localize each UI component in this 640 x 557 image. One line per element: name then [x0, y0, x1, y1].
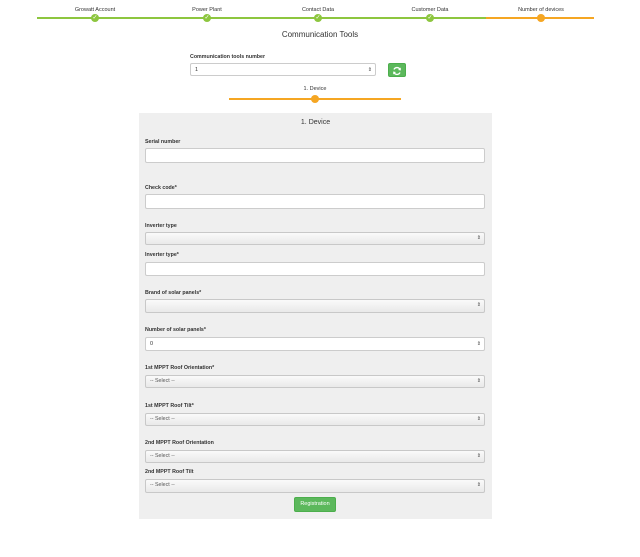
mppt1-tilt-select[interactable] — [145, 413, 485, 426]
mppt1-orientation-label: 1st MPPT Roof Orientation* — [145, 365, 215, 371]
wizard-step-5-current[interactable] — [537, 14, 545, 22]
num-panels-value: 0 — [150, 341, 154, 347]
mppt2-tilt-select[interactable] — [145, 479, 485, 493]
serial-number-label: Serial number — [145, 139, 181, 145]
comm-tools-label: Communication tools number — [190, 54, 266, 60]
mppt1-tilt-value: -- Select -- — [150, 416, 175, 422]
wizard-step-1[interactable] — [91, 14, 99, 22]
inverter-type-input[interactable] — [145, 262, 485, 276]
wizard-step-label: Growatt Account — [74, 7, 116, 13]
mppt2-orientation-select[interactable] — [145, 450, 485, 463]
stepper-icon[interactable]: ⇕ — [367, 67, 372, 73]
num-panels-input[interactable] — [145, 337, 485, 351]
comm-tools-number-input[interactable] — [190, 63, 376, 76]
mppt1-orientation-select[interactable] — [145, 375, 485, 388]
wizard-step-2[interactable] — [203, 14, 211, 22]
brand-select[interactable] — [145, 299, 485, 313]
device-form-title: 1. Device — [300, 119, 331, 126]
select-arrow-icon: ⇕ — [476, 453, 481, 459]
refresh-button[interactable] — [388, 63, 406, 77]
mppt2-orientation-value: -- Select -- — [150, 453, 175, 459]
wizard-line-done — [37, 17, 486, 19]
mppt2-tilt-value: -- Select -- — [150, 482, 175, 488]
page-title: Communication Tools — [281, 30, 359, 39]
mppt1-orientation-value: -- Select -- — [150, 378, 175, 384]
wizard-step-label: Contact Data — [301, 7, 335, 13]
wizard-step-4[interactable] — [426, 14, 434, 22]
check-code-label: Check code* — [145, 185, 177, 191]
select-arrow-icon: ⇕ — [476, 482, 481, 488]
check-icon: ✓ — [315, 15, 321, 21]
inverter-type-input-label: Inverter type* — [145, 252, 179, 258]
num-panels-label: Number of solar panels* — [145, 327, 206, 333]
check-icon: ✓ — [204, 15, 210, 21]
check-icon: ✓ — [92, 15, 98, 21]
inverter-type-select-label: Inverter type — [145, 223, 177, 229]
select-arrow-icon: ⇕ — [476, 378, 481, 384]
comm-tools-value: 1 — [195, 67, 199, 73]
wizard-step-label: Power Plant — [192, 7, 222, 13]
device-tab-label: 1. Device — [303, 86, 327, 92]
mppt1-tilt-label: 1st MPPT Roof Tilt* — [145, 403, 194, 409]
inverter-type-select[interactable] — [145, 232, 485, 245]
registration-button[interactable]: Registration — [294, 497, 336, 512]
select-arrow-icon: ⇕ — [476, 235, 481, 241]
stepper-icon[interactable]: ⇕ — [476, 341, 481, 347]
check-icon: ✓ — [427, 15, 433, 21]
wizard-step-label: Number of devices — [518, 7, 564, 13]
wizard-step-3[interactable] — [314, 14, 322, 22]
refresh-icon — [392, 66, 402, 76]
device-tab-dot[interactable] — [311, 95, 319, 103]
brand-label: Brand of solar panels* — [145, 290, 202, 296]
check-code-input[interactable] — [145, 194, 485, 209]
select-arrow-icon: ⇕ — [476, 416, 481, 422]
wizard-step-label: Customer Data — [411, 7, 449, 13]
mppt2-tilt-label: 2nd MPPT Roof Tilt — [145, 469, 194, 475]
serial-number-input[interactable] — [145, 148, 485, 163]
select-arrow-icon: ⇕ — [476, 302, 481, 308]
mppt2-orientation-label: 2nd MPPT Roof Orientation — [145, 440, 214, 446]
